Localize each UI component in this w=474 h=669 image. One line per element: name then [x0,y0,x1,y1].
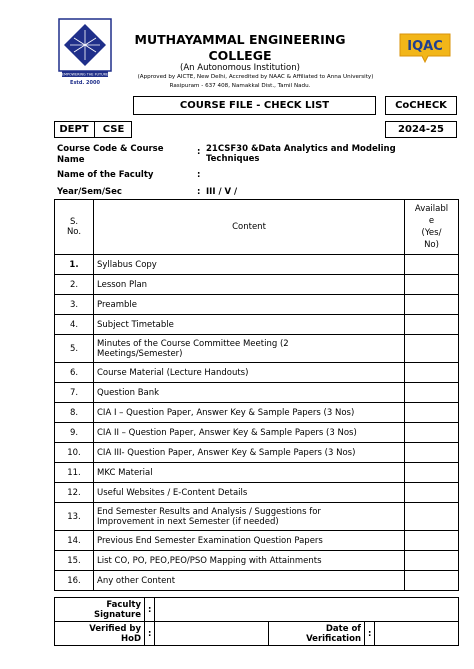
row-available-field[interactable] [405,275,459,295]
verified-by-label [55,622,145,646]
dept-value: CSE [102,124,125,135]
row-content [94,363,405,383]
row-available-field[interactable] [405,335,459,363]
row-content [94,255,405,275]
faculty-label: Name of the Faculty [57,170,154,180]
verified-by-colon: : [145,622,155,646]
row-content-line1: Question Bank [97,387,160,398]
header-available-line1: Availabl [414,204,449,214]
row-content [94,551,405,571]
row-content [94,423,405,443]
row-content-line2: Meetings/Semester) [97,348,183,359]
faculty-colon: : [197,170,201,180]
row-available-field[interactable] [405,423,459,443]
college-name-line2: COLLEGE [208,48,272,63]
faculty-signature-colon: : [145,598,155,622]
row-available-field[interactable] [405,503,459,531]
course-colon: : [197,147,201,157]
table-row [55,363,459,383]
course-label [57,144,164,166]
table-row [55,255,459,275]
row-content-line1: Subject Timetable [97,319,174,330]
date-verification-colon: : [365,622,375,646]
row-available-field[interactable] [405,531,459,551]
row-content-line1: Course Material (Lecture Handouts) [97,367,249,378]
table-row [55,335,459,363]
row-sno: 3. [55,295,94,315]
table-row [55,275,459,295]
row-available-field[interactable] [405,403,459,423]
dept-label: DEPT [54,121,95,138]
iqac-logo [398,30,452,66]
checklist-title: COURSE FILE - CHECK LIST [133,96,376,115]
header-sno-line1: S. [69,217,79,227]
row-available-field[interactable] [405,315,459,335]
autonomous-subtitle: (An Autonomous Institution) [180,63,300,73]
table-row [55,295,459,315]
table-row [55,571,459,591]
row-content-line1: Syllabus Copy [97,259,157,270]
header-available-line2: e [428,216,435,226]
row-content [94,463,405,483]
verified-by-line2: HoD [120,633,141,644]
row-available-field[interactable] [405,383,459,403]
table-header-row [55,200,459,255]
row-content-line1: Lesson Plan [97,279,148,290]
row-sno: 15. [55,551,94,571]
row-content-line1: Previous End Semester Examination Question Papers [97,535,323,546]
row-available-field[interactable] [405,295,459,315]
yearsem-label: Year/Sem/Sec [57,187,122,197]
logo-estd-text: Estd. 2000 [70,80,100,86]
row-content [94,315,405,335]
yearsem-colon: : [197,187,201,197]
row-available-field[interactable] [405,551,459,571]
header-sno-line2: No. [66,227,82,237]
table-row [55,463,459,483]
date-verification-field[interactable] [375,622,459,646]
row-sno: 1. [55,255,94,275]
row-available-field[interactable] [405,363,459,383]
approval-text: (Approved by AICTE, New Delhi, Accredited by NAAC & Affiliated to Anna University) [137,74,374,80]
header-available [405,200,459,255]
row-content-line1: MKC Material [97,467,153,478]
table-row [55,383,459,403]
table-row [55,403,459,423]
row-sno: 11. [55,463,94,483]
header-available-line3: (Yes/ [421,228,442,238]
table-row [55,531,459,551]
row-content-line1: Minutes of the Course Committee Meeting (2 [97,338,289,349]
row-content-line1: End Semester Results and Analysis / Suggestions for [97,506,321,517]
faculty-signature-label [55,598,145,622]
row-content [94,483,405,503]
row-content [94,295,405,315]
verified-by-line1: Verified by [89,623,141,634]
row-content [94,503,405,531]
row-content-line1: Any other Content [97,575,176,586]
row-content [94,443,405,463]
row-content-line1: Useful Websites / E-Content Details [97,487,248,498]
row-sno: 4. [55,315,94,335]
table-row [55,503,459,531]
row-sno: 14. [55,531,94,551]
row-sno: 5. [55,335,94,363]
row-sno: 16. [55,571,94,591]
row-content-line2: Improvement in next Semester (if needed) [97,516,279,527]
doc-code: CoCHECK [385,96,457,115]
row-sno: 6. [55,363,94,383]
hod-verification-row [55,622,459,646]
row-available-field[interactable] [405,255,459,275]
row-sno: 8. [55,403,94,423]
date-verification-label [269,622,365,646]
checklist-table [54,199,459,591]
course-label-line1: Course Code & Course [57,144,164,154]
row-content [94,571,405,591]
row-content [94,335,405,363]
table-row [55,551,459,571]
college-logo [58,18,112,88]
course-value-line1: 21CSF30 &Data Analytics and Modeling [206,144,396,154]
row-content-line1: CIA II – Question Paper, Answer Key & Sample Papers (3 Nos) [97,427,357,438]
faculty-signature-field[interactable] [155,598,459,622]
date-verification-line1: Date of [325,623,361,634]
course-value [206,144,396,164]
row-available-field[interactable] [405,571,459,591]
header-available-line4: No) [424,240,439,250]
row-content-line1: CIA III- Question Paper, Answer Key & Sample Papers (3 Nos) [97,447,356,458]
row-available-field[interactable] [405,443,459,463]
row-sno: 13. [55,503,94,531]
row-sno: 2. [55,275,94,295]
table-row [55,443,459,463]
college-name-line1: MUTHAYAMMAL ENGINEERING [134,32,346,47]
signature-table [54,597,459,646]
faculty-signature-row [55,598,459,622]
faculty-signature-line2: Signature [94,609,141,620]
row-sno: 9. [55,423,94,443]
row-content [94,275,405,295]
date-verification-line2: Verification [306,633,361,644]
row-sno: 10. [55,443,94,463]
college-name [125,32,355,64]
row-content-line1: List CO, PO, PEO,PEO/PSO Mapping with Attainments [97,555,322,566]
row-sno: 12. [55,483,94,503]
academic-year: 2024-25 [385,121,457,138]
hod-signature-field[interactable] [155,622,269,646]
header-sno [55,200,94,255]
logo-banner-text: EMPOWERING THE FUTURE [61,72,109,77]
row-content-line1: Preamble [97,299,137,310]
table-row [55,315,459,335]
iqac-text: IQAC [407,39,443,54]
row-content-line1: CIA I – Question Paper, Answer Key & Sample Papers (3 Nos) [97,407,355,418]
header-content: Content [94,200,405,255]
row-content [94,383,405,403]
row-available-field[interactable] [405,463,459,483]
address-text: Rasipuram - 637 408, Namakkal Dist., Tamil Nadu. [169,83,311,89]
row-content [94,531,405,551]
faculty-signature-line1: Faculty [106,599,141,610]
course-label-line2: Name [57,155,85,165]
yearsem-value: III / V / [206,187,238,197]
table-row [55,483,459,503]
course-value-line2: Techniques [206,154,260,164]
row-available-field[interactable] [405,483,459,503]
row-content [94,403,405,423]
table-row [55,423,459,443]
row-sno: 7. [55,383,94,403]
